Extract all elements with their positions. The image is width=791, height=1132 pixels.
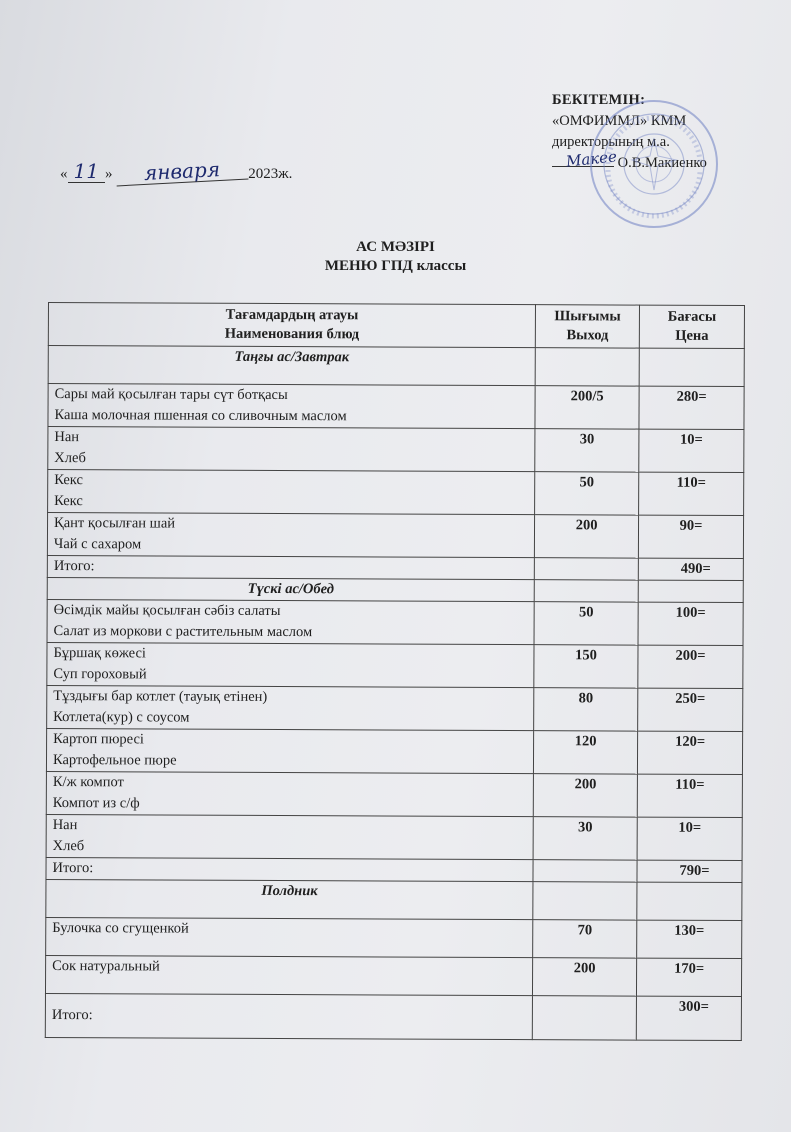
dish-price: 250=	[638, 688, 743, 731]
table-row	[46, 728, 742, 774]
dish-ru: Чай с сахаром	[53, 536, 142, 553]
dish-price: 10=	[639, 429, 744, 472]
dish-kz: Қант қосылған шай	[54, 515, 176, 532]
total-row-breakfast	[47, 555, 743, 580]
dish-name	[48, 384, 535, 429]
total-row-lunch	[46, 857, 742, 882]
dish-name	[46, 728, 533, 773]
section-snack-row	[46, 879, 742, 920]
dish-yield: 30	[533, 817, 637, 860]
dish-name	[47, 642, 534, 687]
date-month: января	[116, 157, 249, 187]
table-row	[46, 917, 742, 958]
dish-ru: Салат из моркови с растительным маслом	[53, 623, 313, 641]
header-name-ru: Наименования блюд	[224, 325, 360, 343]
dish-name	[47, 513, 534, 558]
dish-name	[47, 599, 534, 644]
dish-kz: Нан	[52, 817, 78, 834]
section-breakfast-row	[48, 346, 744, 387]
dish-kz: Тұздығы бар котлет (тауық етінен)	[53, 688, 268, 705]
table-row	[48, 384, 744, 430]
dish-price: 280=	[639, 386, 744, 429]
table-row	[46, 771, 742, 817]
menu-title	[0, 238, 791, 276]
dish-price: 130=	[637, 920, 742, 958]
section-breakfast: Таңғы ас/Завтрак	[48, 346, 535, 386]
dish-ru: Суп гороховый	[53, 666, 147, 683]
table-row	[48, 427, 744, 473]
dish-yield: 200/5	[535, 386, 639, 429]
dish-ru: Компот из с/ф	[52, 795, 140, 812]
dish-ru: Котлета(кур) с соусом	[53, 709, 190, 726]
dish-price: 10=	[637, 817, 742, 860]
menu-table	[45, 302, 745, 1041]
dish-price: 90=	[638, 515, 743, 558]
total-label: Итого:	[46, 857, 533, 881]
date-open-quote: «	[60, 166, 68, 182]
table-row	[45, 955, 741, 996]
dish-yield: 70	[533, 920, 637, 958]
dish-yield: 200	[535, 515, 639, 558]
dish-name	[46, 771, 533, 816]
table-row	[48, 470, 744, 516]
approval-position: директорының м.а.	[552, 134, 670, 150]
menu-title-ru: МЕНЮ ГПД классы	[324, 258, 467, 274]
dish-kz: Кекс	[54, 472, 83, 489]
document-date	[60, 157, 293, 185]
section-snack: Полдник	[46, 879, 533, 919]
dish-yield: 200	[533, 958, 637, 996]
header-price-ru: Цена	[675, 327, 709, 344]
dish-yield: 30	[535, 429, 639, 472]
dish-kz: Картоп пюресі	[53, 731, 144, 748]
date-close-quote: »	[104, 166, 113, 182]
handwritten-signature: Макее	[565, 147, 618, 171]
dish-kz: Бұршақ көжесі	[53, 645, 146, 662]
table-header-row	[48, 303, 744, 349]
approval-title: БЕКІТЕМІН:	[552, 92, 646, 108]
header-price	[639, 305, 744, 348]
dish-yield: 80	[534, 688, 638, 731]
total-value: 490=	[638, 558, 743, 580]
dish-price: 100=	[638, 602, 743, 645]
dish-yield: 200	[533, 774, 637, 817]
dish-yield: 120	[534, 731, 638, 774]
dish-name: Сок натуральный	[45, 955, 532, 995]
total-value: 790=	[637, 860, 742, 882]
header-yield-kz: Шығымы	[554, 308, 621, 325]
header-dish-name	[48, 303, 535, 348]
section-lunch-row	[47, 577, 743, 602]
dish-yield: 50	[534, 602, 638, 645]
menu-title-kz: АС МӘЗІРІ	[356, 239, 435, 255]
dish-name: Булочка со сгущенкой	[46, 917, 533, 957]
total-row-snack	[45, 993, 741, 1040]
dish-kz: К/ж компот	[52, 774, 124, 791]
official-seal	[588, 98, 720, 230]
dish-ru: Каша молочная пшенная со сливочным маслом	[54, 407, 347, 425]
date-day: 11	[68, 160, 105, 183]
total-label: Итого:	[47, 555, 534, 579]
header-price-kz: Бағасы	[667, 308, 717, 325]
header-yield-ru: Выход	[566, 327, 609, 344]
dish-kz: Сары май қосылған тары сүт ботқасы	[54, 386, 288, 404]
dish-kz: Нан	[54, 429, 80, 446]
header-yield	[535, 305, 639, 348]
date-year: 2023ж.	[248, 166, 293, 182]
dish-name	[48, 427, 535, 472]
table-row	[47, 599, 743, 645]
dish-ru: Картофельное пюре	[52, 752, 177, 769]
total-label: Итого:	[45, 993, 532, 1039]
dish-name	[47, 685, 534, 730]
dish-yield: 150	[534, 645, 638, 688]
dish-kz: Өсімдік майы қосылған сәбіз салаты	[53, 602, 281, 620]
approval-org: «ОМФИММЛ» КММ	[552, 113, 687, 129]
table-row	[47, 642, 743, 688]
table-row	[47, 513, 743, 559]
dish-name	[46, 814, 533, 859]
dish-price: 170=	[637, 958, 742, 996]
director-name: О.В.Макиенко	[617, 155, 707, 171]
dish-ru: Кекс	[54, 493, 83, 510]
dish-price: 110=	[637, 774, 742, 817]
dish-price: 110=	[639, 472, 744, 515]
dish-ru: Хлеб	[52, 838, 85, 855]
section-lunch: Түскі ас/Обед	[47, 577, 534, 601]
table-row	[47, 685, 743, 731]
dish-ru: Хлеб	[54, 450, 86, 467]
dish-price: 120=	[638, 731, 743, 774]
dish-name	[48, 470, 535, 515]
dish-price: 200=	[638, 645, 743, 688]
dish-yield: 50	[535, 472, 639, 515]
header-name-kz: Тағамдардың атауы	[225, 306, 359, 324]
table-row	[46, 814, 742, 860]
total-value: 300=	[636, 996, 741, 1040]
